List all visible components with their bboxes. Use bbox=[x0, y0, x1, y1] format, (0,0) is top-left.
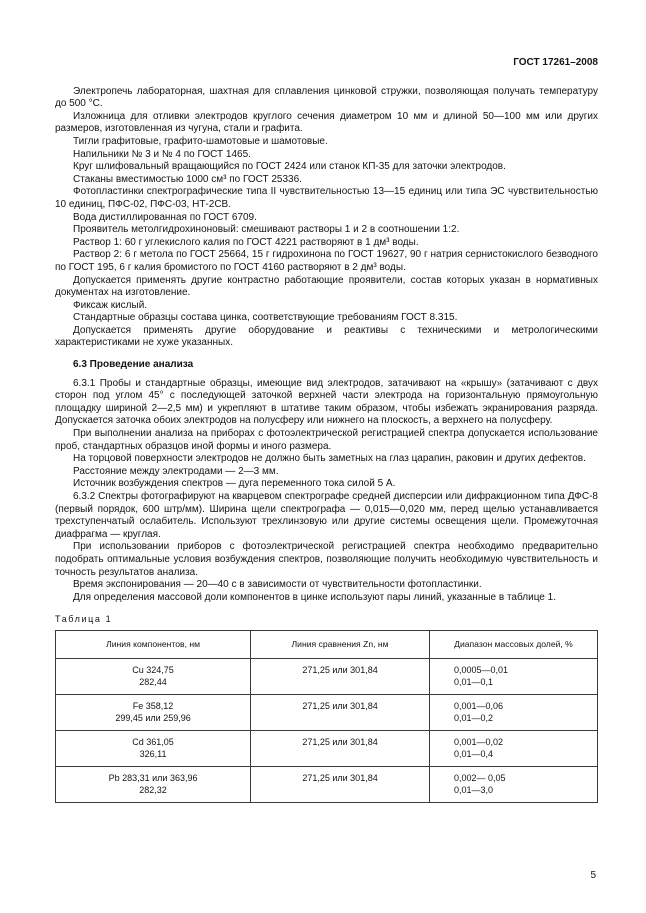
component-line-1: Cd 361,05 bbox=[132, 737, 174, 748]
table-row bbox=[56, 731, 598, 767]
paragraph: Тигли графитовые, графито-шамотовые и шамотовые. bbox=[73, 135, 328, 147]
table-row bbox=[56, 695, 598, 731]
range-line-1: 0,001—0,02 bbox=[453, 737, 504, 748]
page-number: 5 bbox=[590, 870, 596, 882]
cell-comparison: 271,25 или 301,84 bbox=[251, 659, 430, 695]
range-line-2: 0,01—0,1 bbox=[453, 676, 493, 687]
paragraph: Допускается применять другие контрастно работающие проявители, состав которых указан в нормативных документах на изготовление. bbox=[55, 274, 598, 299]
component-line-1: Fe 358,12 bbox=[132, 701, 174, 712]
paragraph: 6.3.2 Спектры фотографируют на кварцевом спектрографе средней дисперсии или дифракционном типа ДФС-8 (первый порядок, 600 штр/мм). Ширина щели спектрографа — 0,015—0,020 мм, перед щелью устанавливается трехступенчатый ослабитель. Используют трехлинзовую или другие системы освещения щели. Промежуточная диафрагма — круглая. bbox=[55, 491, 598, 540]
paragraph: Раствор 2: 6 г метола по ГОСТ 25664, 15 г гидрохинона по ГОСТ 19627, 90 г натрия сернистокислого безводного по ГОСТ 195, 6 г калия бромистого по ГОСТ 4160 растворяют в 2 дм³ воды. bbox=[55, 249, 598, 273]
paragraph: Изложница для отливки электродов круглого сечения диаметром 10 мм и длиной 50—100 мм или других размеров, изготовленная из чугуна, стали и графита. bbox=[55, 110, 598, 135]
paragraph: Расстояние между электродами — 2—3 мм. bbox=[73, 465, 279, 477]
cell-range bbox=[429, 731, 597, 767]
doc-code: ГОСТ 17261–2008 bbox=[513, 57, 598, 68]
cell-comparison: 271,25 или 301,84 bbox=[251, 767, 430, 803]
paragraph: Фиксаж кислый. bbox=[73, 299, 148, 311]
cell-comparison: 271,25 или 301,84 bbox=[251, 695, 430, 731]
lines-table bbox=[55, 630, 598, 804]
cell-component bbox=[56, 659, 251, 695]
cell-component bbox=[56, 731, 251, 767]
cell-range bbox=[429, 695, 597, 731]
paragraph: Для определения массовой доли компонентов в цинке используют пары линий, указанные в таблице 1. bbox=[73, 591, 556, 603]
paragraph: При выполнении анализа на приборах с фотоэлектрической регистрацией спектра допускается использование проб, стандартных образцов иной формы и иного размера. bbox=[55, 428, 598, 452]
paragraph: Проявитель метолгидрохиноновый: смешивают растворы 1 и 2 в соотношении 1:2. bbox=[73, 224, 460, 236]
table-row bbox=[56, 659, 598, 695]
range-line-1: 0,002— 0,05 bbox=[453, 773, 506, 784]
cell-component bbox=[56, 767, 251, 803]
table-header-component: Линия компонентов, нм bbox=[56, 630, 251, 659]
range-line-2: 0,01—3,0 bbox=[453, 784, 493, 795]
document-body bbox=[55, 86, 598, 804]
paragraph: Фотопластинки спектрографические типа II чувствительностью 13—15 единиц или типа ЭС чувствительностью 10 единиц, ПФС-02, ПФС-03, НТ-2СВ. bbox=[55, 186, 598, 210]
paragraph: Стандартные образцы состава цинка, соответствующие требованиям ГОСТ 8.315. bbox=[73, 312, 458, 324]
paragraph: Время экспонирования — 20—40 с в зависимости от чувствительности фотопластинки. bbox=[73, 579, 482, 591]
component-line-2: 299,45 или 259,96 bbox=[115, 712, 191, 723]
paragraph: Стаканы вместимостью 1000 см³ по ГОСТ 25336. bbox=[73, 173, 302, 185]
table-header-row bbox=[56, 630, 598, 659]
table-row bbox=[56, 767, 598, 803]
cell-comparison: 271,25 или 301,84 bbox=[251, 731, 430, 767]
range-line-2: 0,01—0,4 bbox=[453, 748, 493, 759]
cell-range bbox=[429, 659, 597, 695]
component-line-1: Pb 283,31 или 363,96 bbox=[108, 773, 198, 784]
table-header-comparison: Линия сравнения Zn, нм bbox=[251, 630, 430, 659]
paragraph: При использовании приборов с фотоэлектрической регистрацией спектра необходимо предварительно подобрать оптимальные условия возбуждения спектров, позволяющие получить необходимую чувствительность и точность результатов анализа. bbox=[55, 541, 598, 578]
paragraph: 6.3.1 Пробы и стандартные образцы, имеющие вид электродов, затачивают на «крышу» (затачивают с двух сторон под углом 45° с последующей заточкой верхней части электрода на горизонтальную прямоугольную площадку шириной 2—2,5 мм) и укрепляют в штативе таким образом, чтобы избежать экранирования разряда. Допускается заточка обоих электродов на полусферу или нижнего на плоскость, а верхнего на полусферу. bbox=[55, 377, 598, 427]
component-line-2: 282,44 bbox=[139, 676, 167, 687]
range-line-2: 0,01—0,2 bbox=[453, 712, 493, 723]
document-footer bbox=[590, 870, 596, 883]
paragraph: Источник возбуждения спектров — дуга переменного тока силой 5 А. bbox=[73, 478, 396, 490]
cell-component bbox=[56, 695, 251, 731]
range-line-1: 0,001—0,06 bbox=[453, 701, 504, 712]
component-line-1: Cu 324,75 bbox=[132, 665, 174, 676]
paragraph: На торцовой поверхности электродов не должно быть заметных на глаз царапин, раковин и других дефектов. bbox=[73, 453, 586, 465]
paragraph: Вода дистиллированная по ГОСТ 6709. bbox=[73, 211, 257, 223]
table-caption: Таблица 1 bbox=[55, 614, 113, 625]
section-heading: 6.3 Проведение анализа bbox=[73, 359, 194, 371]
paragraph: Раствор 1: 60 г углекислого калия по ГОСТ 4221 растворяют в 1 дм³ воды. bbox=[73, 236, 419, 248]
table-header-range: Диапазон массовых долей, % bbox=[429, 630, 597, 659]
paragraph: Допускается применять другие оборудование и реактивы с техническими и метрологическими характеристиками не хуже указанных. bbox=[55, 324, 598, 349]
paragraph: Напильники № 3 и № 4 по ГОСТ 1465. bbox=[73, 148, 251, 160]
range-line-1: 0,0005—0,01 bbox=[453, 665, 509, 676]
cell-range bbox=[429, 767, 597, 803]
component-line-2: 326,11 bbox=[139, 748, 167, 759]
paragraph: Круг шлифовальный вращающийся по ГОСТ 2424 или станок КП-35 для заточки электродов. bbox=[73, 161, 506, 173]
paragraph: Электропечь лабораторная, шахтная для сплавления цинковой стружки, позволяющая получать температуру до 500 °С. bbox=[55, 85, 598, 110]
component-line-2: 282,32 bbox=[139, 784, 167, 795]
document-header bbox=[55, 57, 598, 70]
